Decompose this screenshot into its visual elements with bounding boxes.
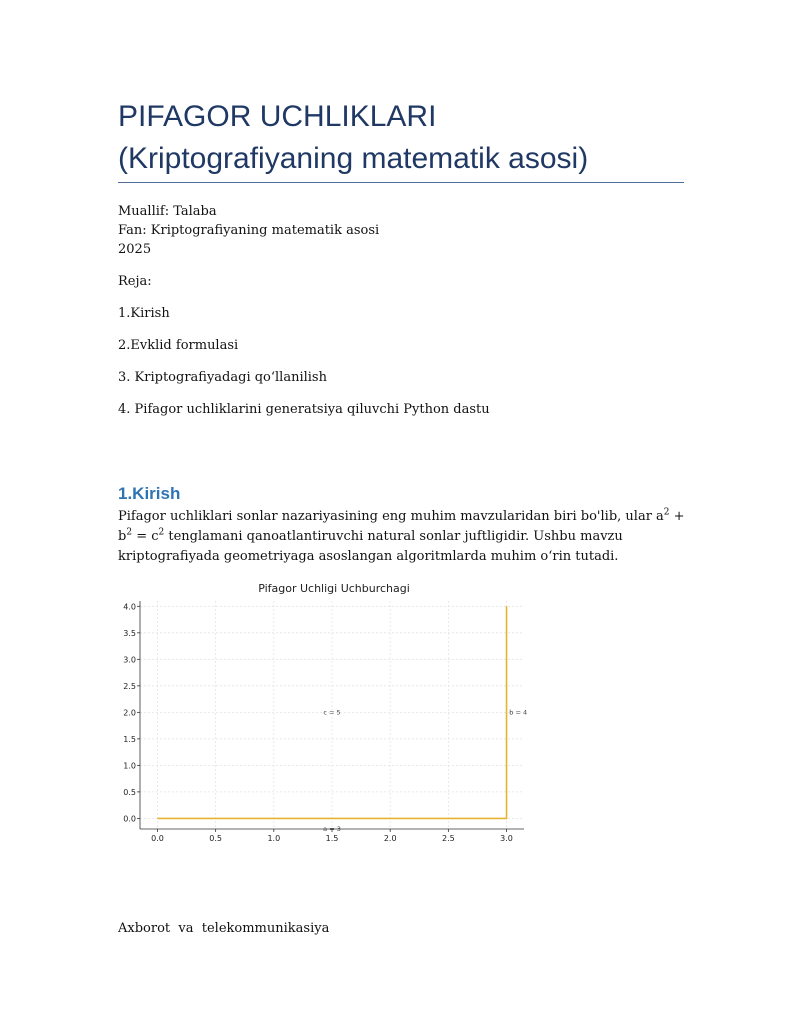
document-title [118, 96, 688, 180]
title-divider [118, 182, 684, 183]
plan-item: 2.Evklid formulasi [118, 338, 239, 353]
exponent-c: 2 [158, 527, 165, 538]
plan-heading: Reja: [118, 274, 152, 289]
meta-author: Muallif: Talaba [118, 204, 217, 219]
x-tick-label: 1.5 [325, 834, 339, 843]
y-tick-label: 0.0 [123, 814, 136, 824]
y-tick-label: 0.5 [123, 787, 136, 797]
chart-title: Pifagor Uchligi Uchburchagi [258, 582, 410, 595]
x-tick-label: 3.0 [500, 834, 513, 843]
meta-year: 2025 [118, 242, 152, 257]
plan-item: 3. Kriptografiyadagi qo‘llanilish [118, 370, 327, 385]
x-tick-label: 0.5 [209, 834, 223, 843]
plan-item: 1.Kirish [118, 306, 170, 321]
x-tick-label: 2.0 [383, 834, 397, 843]
y-tick-label: 1.0 [123, 761, 136, 771]
y-tick-label: 3.5 [123, 628, 136, 638]
para-text-1: Pifagor uchliklari sonlar nazariyasining eng muhim mavzularidan biri bo'lib, ular a [118, 509, 664, 524]
meta-block [118, 202, 379, 259]
meta-subject: Fan: Kriptografiyaning matematik asosi [118, 223, 380, 238]
title-line-2: (Kriptografiyaning matematik asosi) [118, 142, 589, 175]
y-tick-label: 2.5 [123, 681, 136, 691]
footer-text: Axborot va telekommunikasiya [118, 921, 330, 936]
section-heading-kirish: 1.Kirish [118, 484, 181, 503]
annotation-label: c = 5 [323, 708, 341, 717]
exponent-b: 2 [126, 527, 133, 538]
x-tick-label: 2.5 [441, 834, 455, 843]
section-paragraph [118, 507, 688, 567]
annotation-label: a = 3 [323, 825, 341, 833]
y-tick-label: 3.0 [123, 655, 136, 665]
x-tick-label: 0.0 [151, 834, 164, 843]
y-tick-label: 1.5 [123, 734, 136, 744]
triangle-chart [110, 576, 550, 846]
title-line-1: PIFAGOR UCHLIKLARI [118, 100, 437, 133]
exponent-a: 2 [663, 507, 670, 518]
y-tick-label: 2.0 [123, 708, 136, 718]
y-tick-label: 4.0 [123, 602, 136, 612]
plan-item: 4. Pifagor uchliklarini generatsiya qiluvchi Python dastu [118, 402, 490, 417]
para-text-2: + b [118, 509, 685, 544]
para-text-4: tenglamani qanoatlantiruvchi natural sonlar juftligidir. Ushbu mavzu kriptografiyada geometriyaga asoslangan algoritmlarda muhim o‘rin tutadi. [118, 529, 623, 564]
annotation-label: b = 4 [509, 708, 528, 717]
plan-list [118, 304, 490, 432]
para-text-3: = c [132, 529, 159, 544]
x-tick-label: 1.0 [267, 834, 281, 843]
